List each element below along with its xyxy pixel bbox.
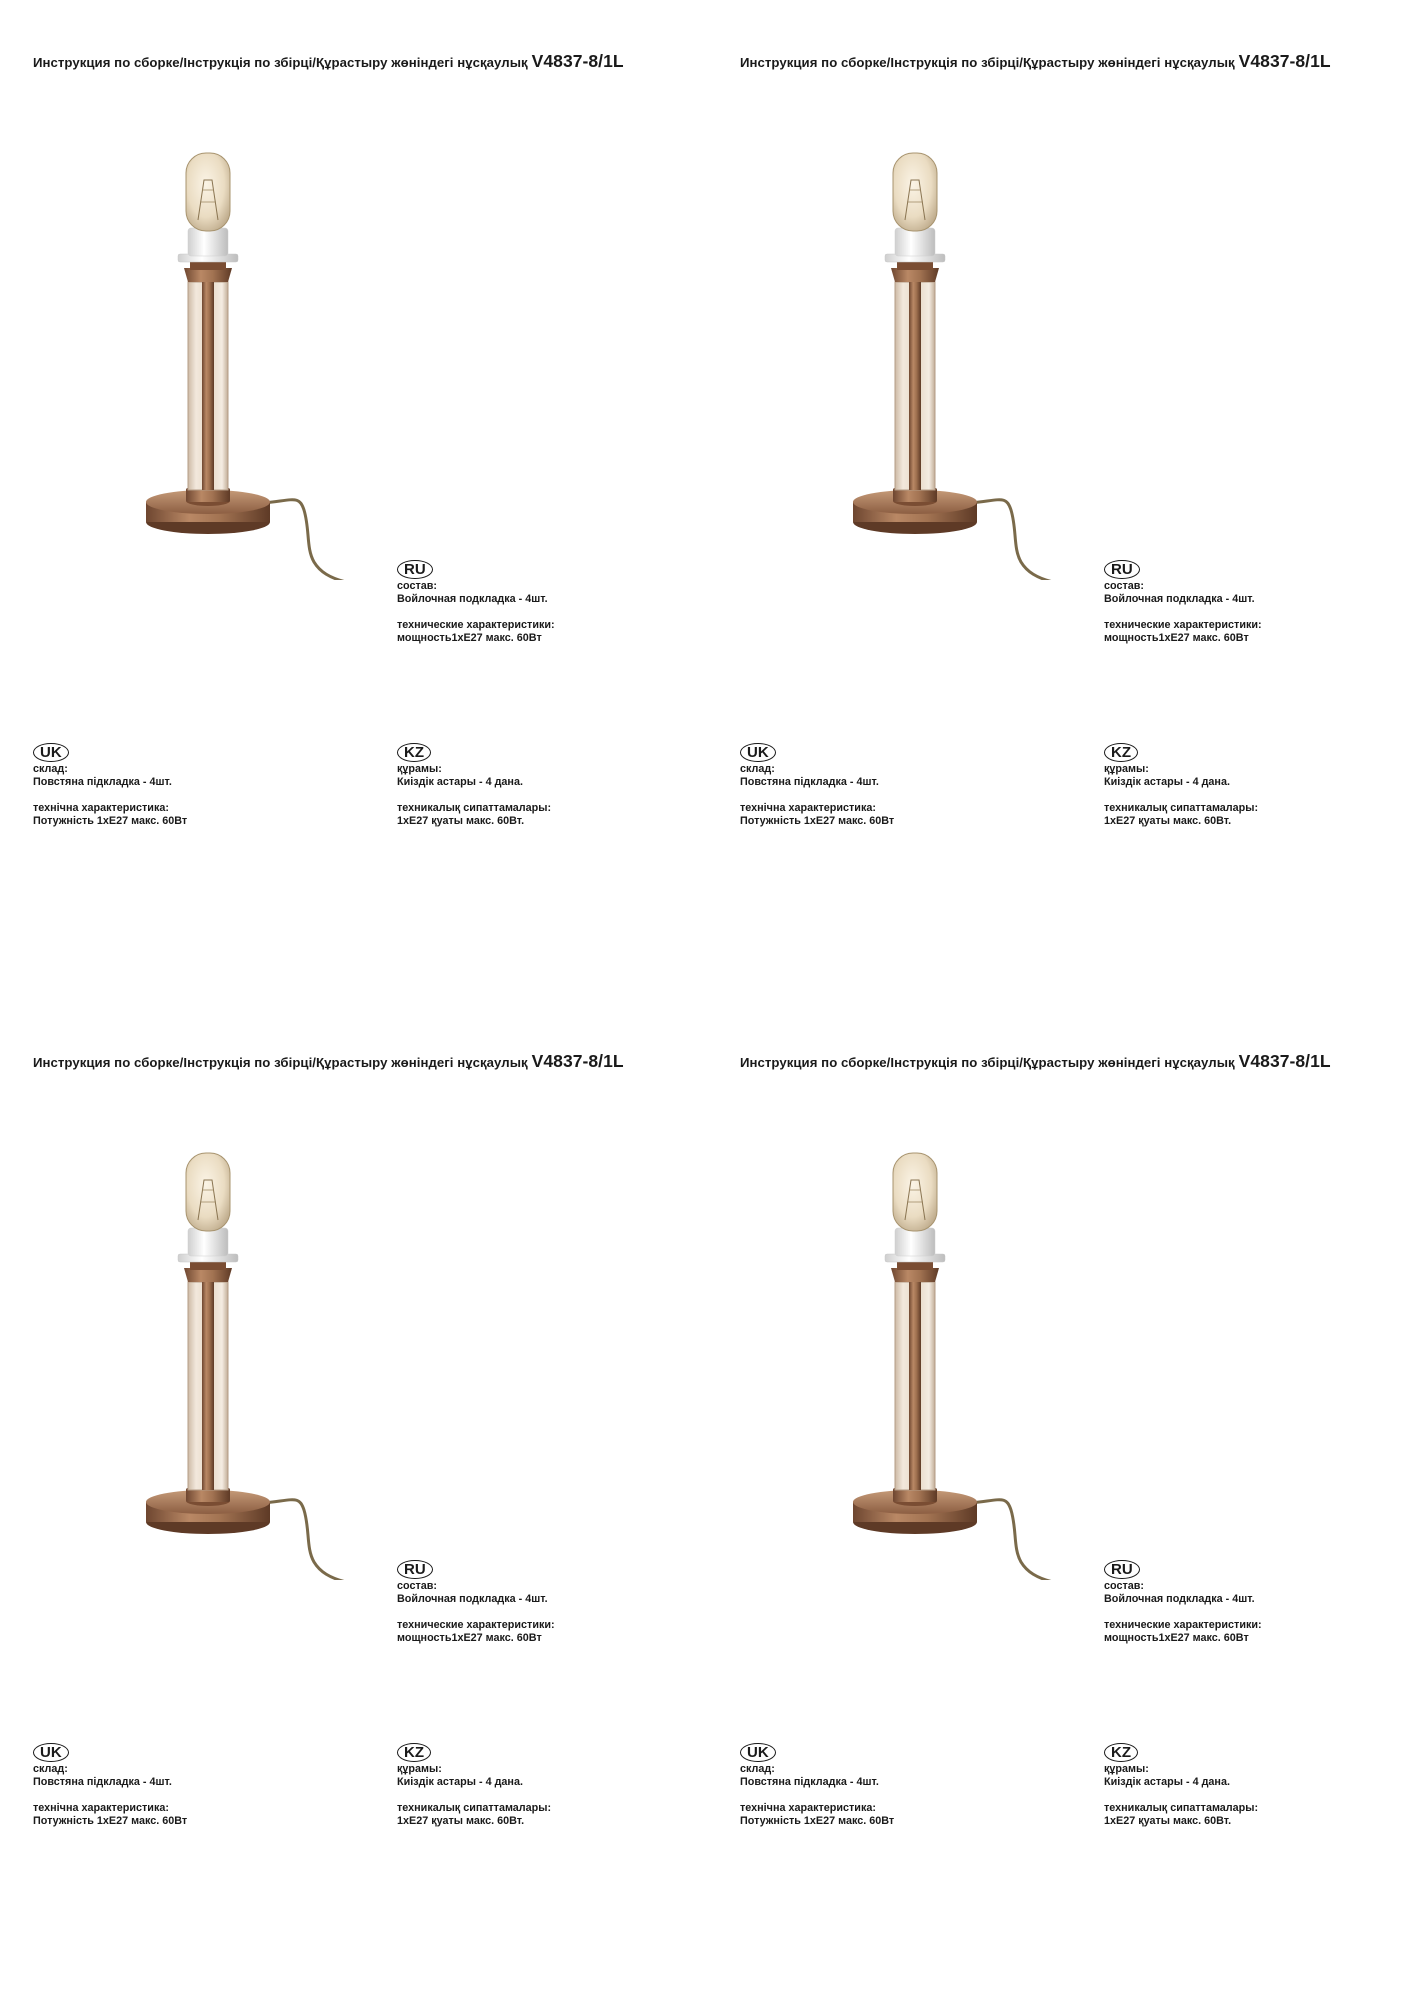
model-number: V4837-8/1L	[531, 1051, 624, 1071]
ru-composition-heading: состав:	[1104, 580, 1144, 592]
uk-composition: Повстяна підкладка - 4шт.	[740, 776, 879, 788]
document-title	[740, 51, 1331, 72]
table-lamp-icon	[134, 150, 364, 580]
instruction-panel	[707, 0, 1414, 1000]
uk-specs: Потужність 1хЕ27 макс. 60Вт	[33, 815, 188, 827]
ru-badge: RU	[397, 560, 433, 579]
title-text: Инструкция по сборке/Інструкція по збірці/Құрастыру жөніндегі нұсқаулық	[33, 1055, 528, 1070]
model-number: V4837-8/1L	[1238, 1051, 1331, 1071]
ru-composition-heading: состав:	[397, 1580, 437, 1592]
uk-composition: Повстяна підкладка - 4шт.	[740, 1776, 879, 1788]
kz-composition: Киіздік астары - 4 дана.	[1104, 776, 1230, 788]
model-number: V4837-8/1L	[1238, 51, 1331, 71]
uk-specs-heading: технічна характеристика:	[33, 1802, 169, 1814]
uk-specs-heading: технічна характеристика:	[740, 802, 876, 814]
kz-specs-heading: техникалық сипаттамалары:	[1104, 802, 1259, 814]
document-title	[33, 1051, 624, 1072]
kz-specs: 1хЕ27 қуаты макс. 60Вт.	[397, 815, 525, 827]
uk-composition-heading: склад:	[33, 1763, 68, 1775]
uk-composition: Повстяна підкладка - 4шт.	[33, 1776, 172, 1788]
ru-composition: Войлочная подкладка - 4шт.	[1104, 593, 1255, 605]
ru-specs: мощность1хЕ27 макс. 60Вт	[397, 1632, 542, 1644]
ru-section	[1104, 560, 1262, 645]
document-title	[740, 1051, 1331, 1072]
ru-badge: RU	[1104, 560, 1140, 579]
uk-section	[33, 743, 187, 828]
kz-composition: Киіздік астары - 4 дана.	[397, 776, 523, 788]
ru-composition-heading: состав:	[397, 580, 437, 592]
ru-specs-heading: технические характеристики:	[1104, 619, 1262, 631]
uk-section	[33, 1743, 187, 1828]
uk-composition-heading: склад:	[740, 763, 775, 775]
uk-badge: UK	[740, 1743, 776, 1762]
uk-specs-heading: технічна характеристика:	[740, 1802, 876, 1814]
uk-specs: Потужність 1хЕ27 макс. 60Вт	[740, 815, 895, 827]
kz-section	[1104, 1743, 1258, 1828]
ru-badge: RU	[397, 1560, 433, 1579]
kz-badge: KZ	[1104, 1743, 1138, 1762]
kz-specs-heading: техникалық сипаттамалары:	[397, 802, 552, 814]
uk-badge: UK	[740, 743, 776, 762]
ru-specs-heading: технические характеристики:	[397, 619, 555, 631]
ru-section	[397, 560, 555, 645]
title-text: Инструкция по сборке/Інструкція по збірці/Құрастыру жөніндегі нұсқаулық	[740, 1055, 1235, 1070]
ru-specs: мощность1хЕ27 макс. 60Вт	[1104, 1632, 1249, 1644]
table-lamp-icon	[134, 1150, 364, 1580]
instruction-panel	[0, 0, 707, 1000]
kz-composition-heading: құрамы:	[1104, 1763, 1149, 1775]
kz-composition: Киіздік астары - 4 дана.	[1104, 1776, 1230, 1788]
kz-specs: 1хЕ27 қуаты макс. 60Вт.	[1104, 1815, 1232, 1827]
kz-badge: KZ	[397, 1743, 431, 1762]
uk-badge: UK	[33, 743, 69, 762]
kz-section	[397, 1743, 551, 1828]
uk-section	[740, 743, 894, 828]
ru-specs: мощность1хЕ27 макс. 60Вт	[397, 632, 542, 644]
title-text: Инструкция по сборке/Інструкція по збірці/Құрастыру жөніндегі нұсқаулық	[740, 55, 1235, 70]
instruction-panel	[707, 1000, 1414, 2000]
ru-composition: Войлочная подкладка - 4шт.	[1104, 1593, 1255, 1605]
ru-section	[397, 1560, 555, 1645]
ru-composition-heading: состав:	[1104, 1580, 1144, 1592]
uk-composition-heading: склад:	[740, 1763, 775, 1775]
ru-specs-heading: технические характеристики:	[1104, 1619, 1262, 1631]
uk-badge: UK	[33, 1743, 69, 1762]
kz-section	[397, 743, 551, 828]
kz-specs-heading: техникалық сипаттамалары:	[397, 1802, 552, 1814]
ru-specs-heading: технические характеристики:	[397, 1619, 555, 1631]
table-lamp-icon	[841, 150, 1071, 580]
uk-composition-heading: склад:	[33, 763, 68, 775]
table-lamp-icon	[841, 1150, 1071, 1580]
ru-specs: мощность1хЕ27 макс. 60Вт	[1104, 632, 1249, 644]
model-number: V4837-8/1L	[531, 51, 624, 71]
ru-section	[1104, 1560, 1262, 1645]
uk-section	[740, 1743, 894, 1828]
kz-section	[1104, 743, 1258, 828]
kz-composition-heading: құрамы:	[397, 1763, 442, 1775]
ru-composition: Войлочная подкладка - 4шт.	[397, 593, 548, 605]
document-title	[33, 51, 624, 72]
kz-composition-heading: құрамы:	[397, 763, 442, 775]
uk-specs: Потужність 1хЕ27 макс. 60Вт	[740, 1815, 895, 1827]
kz-badge: KZ	[397, 743, 431, 762]
kz-composition: Киіздік астары - 4 дана.	[397, 1776, 523, 1788]
kz-badge: KZ	[1104, 743, 1138, 762]
kz-composition-heading: құрамы:	[1104, 763, 1149, 775]
instruction-panel	[0, 1000, 707, 2000]
ru-composition: Войлочная подкладка - 4шт.	[397, 1593, 548, 1605]
uk-specs-heading: технічна характеристика:	[33, 802, 169, 814]
title-text: Инструкция по сборке/Інструкція по збірці/Құрастыру жөніндегі нұсқаулық	[33, 55, 528, 70]
uk-composition: Повстяна підкладка - 4шт.	[33, 776, 172, 788]
ru-badge: RU	[1104, 1560, 1140, 1579]
kz-specs-heading: техникалық сипаттамалары:	[1104, 1802, 1259, 1814]
kz-specs: 1хЕ27 қуаты макс. 60Вт.	[397, 1815, 525, 1827]
uk-specs: Потужність 1хЕ27 макс. 60Вт	[33, 1815, 188, 1827]
kz-specs: 1хЕ27 қуаты макс. 60Вт.	[1104, 815, 1232, 827]
